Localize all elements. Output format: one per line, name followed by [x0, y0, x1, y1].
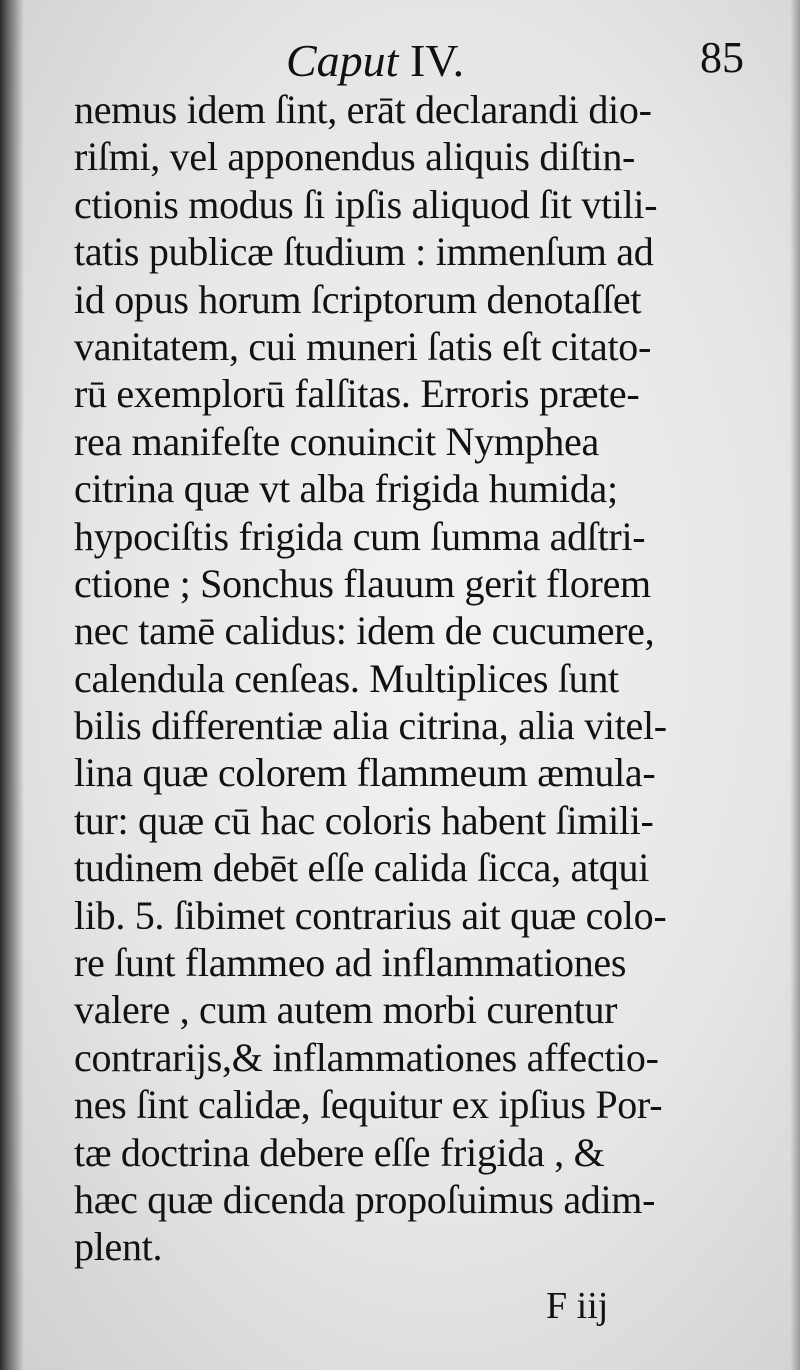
text-line: nec tamē calidus: idem de cucumere,: [74, 608, 655, 654]
text-line: hæc quæ dicenda propoſuimus adim-: [74, 1176, 656, 1222]
body-text: [74, 86, 764, 1271]
text-line: rū exemplorū falſitas. Erroris præte-: [74, 371, 640, 417]
text-line: tudinem debēt eſſe calida ſicca, atqui: [74, 845, 650, 891]
text-line: plent.: [74, 1224, 163, 1270]
text-line: re ſunt flammeo ad inflammationes: [74, 940, 627, 986]
text-line: riſmi, vel apponendus aliquis diſtin-: [74, 134, 636, 180]
text-line: bilis differentiæ alia citrina, alia vitel-: [74, 703, 667, 749]
page-edge: [790, 0, 800, 1370]
text-line: tatis publicæ ſtudium : immenſum ad: [74, 229, 654, 275]
text-line: hypociſtis frigida cum ſumma adſtri-: [74, 513, 646, 559]
running-head: [286, 34, 464, 87]
text-line: vanitatem, cui muneri ſatis eſt citato-: [74, 323, 651, 369]
text-line: nes ſint calidæ, ſequitur ex ipſius Por-: [74, 1082, 663, 1128]
text-line: lib. 5. ſibimet contrarius ait quæ colo-: [74, 892, 667, 938]
spine-shadow: [0, 0, 24, 1370]
text-line: tæ doctrina debere eſſe frigida , &: [74, 1129, 605, 1175]
page-number: 85: [700, 33, 744, 82]
text-line: rea manifeſte conuincit Nymphea: [74, 418, 599, 464]
text-line: nemus idem ſint, erāt declarandi dio-: [74, 87, 652, 132]
text-line: calendula cenſeas. Multiplices ſunt: [74, 655, 619, 701]
text-line: citrina quæ vt alba frigida humida;: [74, 466, 618, 512]
text-line: tur: quæ cū hac coloris habent ſimili-: [74, 797, 654, 843]
text-line: ctione ; Sonchus flauum gerit florem: [74, 560, 651, 606]
running-head-word: Caput: [286, 35, 399, 86]
text-line: ctionis modus ſi ipſis aliquod ſit vtili-: [74, 181, 658, 227]
text-line: id opus horum ſcriptorum denotaſſet: [74, 276, 642, 322]
signature-mark: F iij: [546, 1285, 609, 1327]
text-line: valere , cum autem morbi curentur: [74, 987, 618, 1033]
text-line: lina quæ colorem flammeum æmula-: [74, 750, 656, 796]
page-header: [0, 26, 800, 90]
running-head-numeral: IV.: [409, 35, 465, 86]
text-line: contrarijs,& inflammationes affectio-: [74, 1034, 659, 1080]
